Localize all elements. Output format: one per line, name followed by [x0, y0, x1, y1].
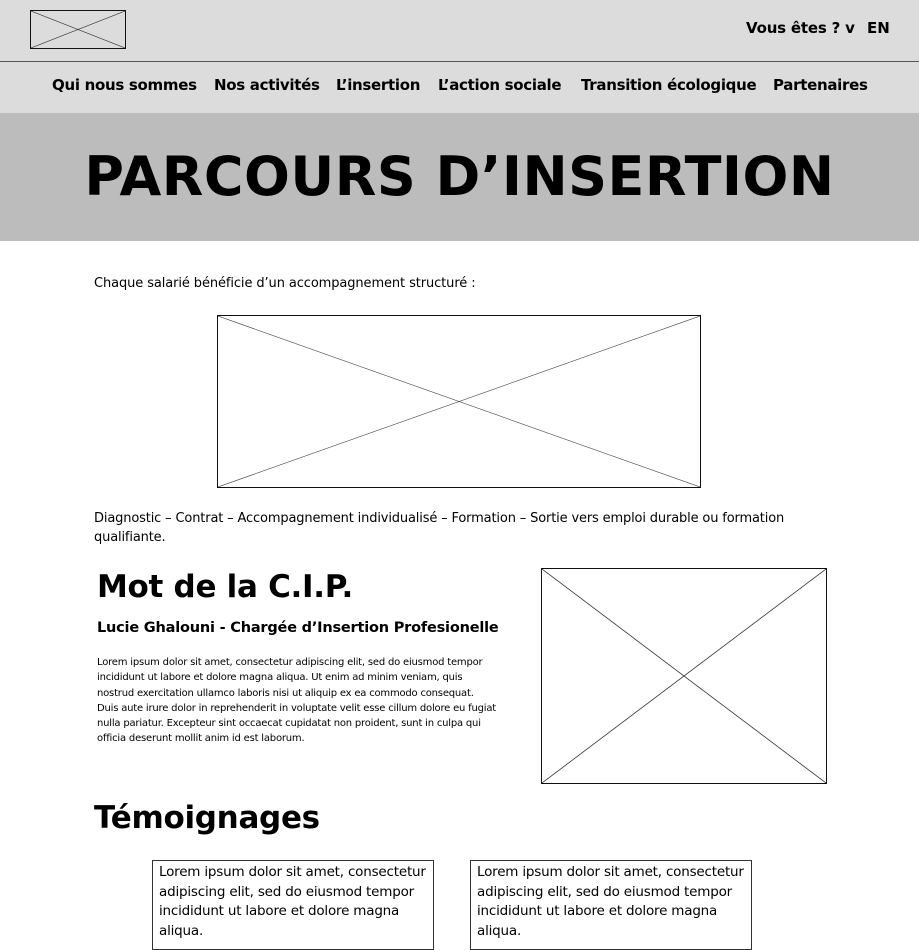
cip-title: Mot de la C.I.P.	[97, 569, 353, 605]
logo-placeholder-icon[interactable]	[30, 10, 126, 49]
hero-banner	[0, 113, 919, 241]
steps-text: Diagnostic – Contrat – Accompagnement individualisé – Formation – Sortie vers emploi durable ou formation qualifiante.	[94, 511, 785, 545]
nav-item-transition-ecologique[interactable]: Transition écologique	[581, 76, 757, 94]
nav-item-nos-activites[interactable]: Nos activités	[214, 76, 320, 94]
top-header	[0, 0, 919, 62]
main-nav	[0, 62, 919, 113]
cip-body: Lorem ipsum dolor sit amet, consectetur adipiscing elit, sed do eiusmod tempor incididunt ut labore et dolore magna aliqua. Ut enim ad minim veniam, quis nostrud exercitation ullamco laboris nisi ut aliquip ex ea commodo consequat. Duis aute irure dolor in reprehenderit in voluptate velit esse cillum dolore eu fugiat nulla pariatur. Excepteur sint occaecat cupidatat non proident, sunt in culpa qui officia deserunt mollit anim id est laborum.	[97, 657, 496, 745]
nav-item-action-sociale[interactable]: L’action sociale	[438, 76, 562, 94]
nav-item-insertion[interactable]: L’insertion	[336, 76, 421, 94]
intro-text: Chaque salarié bénéficie d’un accompagnement structuré :	[94, 276, 476, 291]
testimonial-card: Lorem ipsum dolor sit amet, consectetur adipiscing elit, sed do eiusmod tempor incididunt ut labore et dolore magna aliqua.	[152, 860, 434, 950]
page-title: PARCOURS D’INSERTION	[84, 145, 835, 208]
audience-selector[interactable]: Vous êtes ? v	[746, 19, 855, 37]
testimonial-card: Lorem ipsum dolor sit amet, consectetur adipiscing elit, sed do eiusmod tempor incididunt ut labore et dolore magna aliqua.	[470, 860, 752, 950]
nav-item-partenaires[interactable]: Partenaires	[773, 76, 868, 94]
process-image-placeholder	[217, 315, 701, 488]
nav-item-qui-nous-sommes[interactable]: Qui nous sommes	[52, 76, 197, 94]
language-switch[interactable]: EN	[867, 19, 890, 37]
testimonials-title: Témoignages	[94, 800, 320, 836]
cip-photo-placeholder	[541, 568, 827, 784]
cip-subtitle: Lucie Ghalouni - Chargée d’Insertion Profesionelle	[97, 620, 499, 636]
